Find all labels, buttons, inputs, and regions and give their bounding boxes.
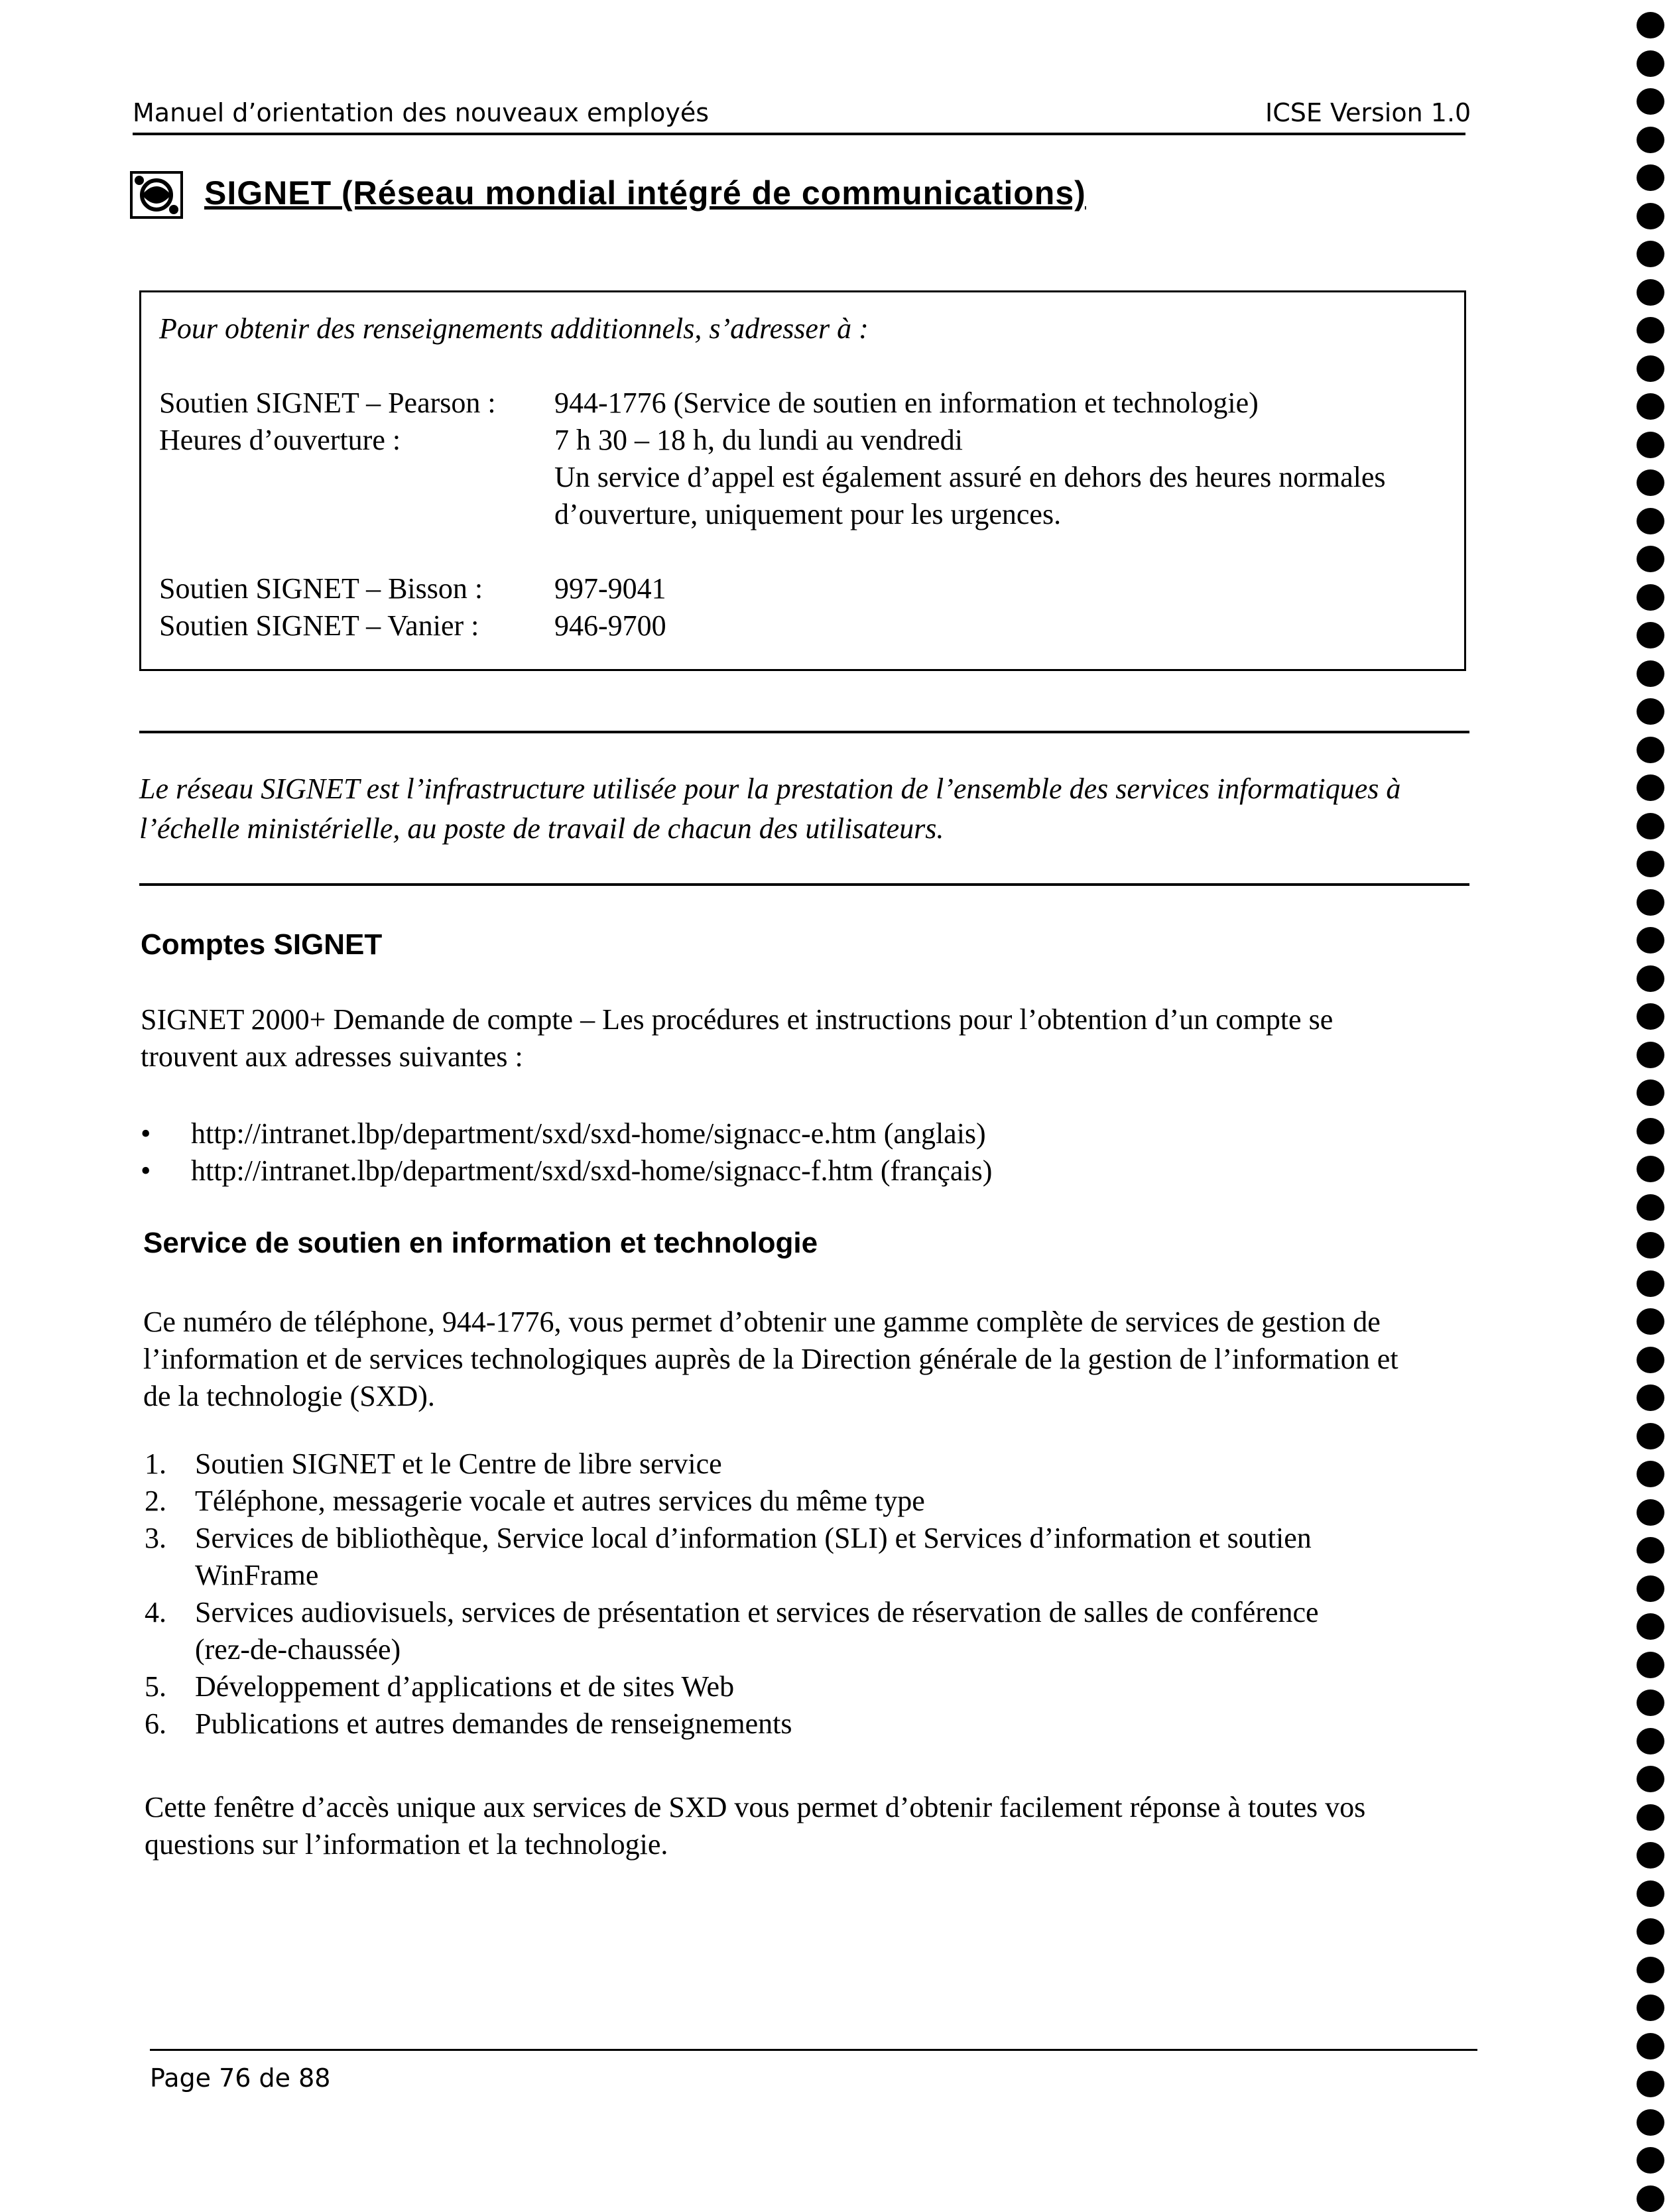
summary-bottom-rule <box>139 883 1469 886</box>
contact-label-vanier: Soutien SIGNET – Vanier : <box>159 609 479 642</box>
binding-hole <box>1637 1499 1664 1526</box>
bullet-icon: • <box>141 1154 151 1187</box>
binding-hole <box>1637 279 1664 306</box>
binding-hole <box>1637 1156 1664 1182</box>
summary-line-1: Le réseau SIGNET est l’infrastructure utilisée pour la prestation de l’ensemble des services informatiques à <box>139 772 1401 805</box>
binding-hole <box>1637 737 1664 763</box>
binding-hole <box>1637 164 1664 191</box>
list-number: 5. <box>145 1670 166 1703</box>
binding-hole <box>1637 1766 1664 1792</box>
footer-page-number: Page 76 de 88 <box>150 2063 331 2093</box>
binding-hole <box>1637 1270 1664 1297</box>
list-item-3-line-1: Services de bibliothèque, Service local d’information (SLI) et Services d’information et soutien <box>195 1522 1312 1554</box>
binding-hole <box>1637 1613 1664 1640</box>
binding-hole <box>1637 1537 1664 1564</box>
binding-hole <box>1637 584 1664 611</box>
binding-hole <box>1637 2033 1664 2059</box>
contact-value-oncall-1: Un service d’appel est également assuré en dehors des heures normales <box>554 461 1386 493</box>
contact-label-pearson: Soutien SIGNET – Pearson : <box>159 387 496 419</box>
section-accounts-heading: Comptes SIGNET <box>141 928 383 961</box>
binding-hole <box>1637 355 1664 382</box>
binding-hole <box>1637 1995 1664 2021</box>
binding-hole <box>1637 965 1664 992</box>
binding-hole <box>1637 1118 1664 1144</box>
list-number: 3. <box>145 1522 166 1554</box>
binding-hole <box>1637 1003 1664 1030</box>
binding-hole <box>1637 2185 1664 2212</box>
footer-rule <box>150 2049 1477 2051</box>
binding-hole <box>1637 698 1664 725</box>
list-item-1: Soutien SIGNET et le Centre de libre service <box>195 1447 722 1480</box>
list-number: 6. <box>145 1707 166 1740</box>
binding-hole <box>1637 2109 1664 2136</box>
section-support-para-1: Ce numéro de téléphone, 944-1776, vous permet d’obtenir une gamme complète de services de gestion de <box>143 1306 1381 1338</box>
list-item-4-line-2: (rez-de-chaussée) <box>195 1633 401 1666</box>
binding-hole <box>1637 1194 1664 1221</box>
binding-hole <box>1637 889 1664 916</box>
binding-hole <box>1637 241 1664 267</box>
binding-hole <box>1637 1461 1664 1487</box>
binding-hole <box>1637 203 1664 229</box>
binding-hole <box>1637 1880 1664 1907</box>
binding-hole <box>1637 317 1664 343</box>
binding-hole <box>1637 1690 1664 1716</box>
contact-value-bisson: 997-9041 <box>554 572 666 605</box>
section-support-closing-2: questions sur l’information et la technologie. <box>145 1828 668 1861</box>
contact-value-hours: 7 h 30 – 18 h, du lundi au vendredi <box>554 424 963 456</box>
binding-hole <box>1637 1232 1664 1259</box>
binding-hole <box>1637 50 1664 77</box>
binding-hole <box>1637 1384 1664 1411</box>
list-number: 2. <box>145 1485 166 1517</box>
contact-label-bisson: Soutien SIGNET – Bisson : <box>159 572 483 605</box>
contact-value-oncall-2: d’ouverture, uniquement pour les urgences. <box>554 498 1062 530</box>
binding-hole <box>1637 508 1664 534</box>
list-number: 1. <box>145 1447 166 1480</box>
section-support-para-2: l’information et de services technologiques auprès de la Direction générale de la gestion de l’information et <box>143 1343 1398 1375</box>
contact-intro: Pour obtenir des renseignements additionnels, s’adresser à : <box>159 312 869 345</box>
binding-hole <box>1637 660 1664 687</box>
section-accounts-para-2: trouvent aux adresses suivantes : <box>141 1040 523 1073</box>
summary-top-rule <box>139 731 1469 733</box>
binding-hole <box>1637 2147 1664 2174</box>
binding-hole <box>1637 1347 1664 1373</box>
binding-hole <box>1637 127 1664 153</box>
binding-hole <box>1637 393 1664 420</box>
header-version: ICSE Version 1.0 <box>1265 98 1471 127</box>
binding-hole <box>1637 813 1664 839</box>
header-rule <box>133 133 1465 135</box>
list-item-3-line-2: WinFrame <box>195 1559 319 1591</box>
binding-hole <box>1637 851 1664 877</box>
binding-hole <box>1637 1652 1664 1678</box>
contact-value-pearson: 944-1776 (Service de soutien en information et technologie) <box>554 387 1259 419</box>
header-title: Manuel d’orientation des nouveaux employés <box>133 98 709 127</box>
binding-hole <box>1637 1728 1664 1754</box>
section-support-para-3: de la technologie (SXD). <box>143 1380 435 1412</box>
binding-hole <box>1637 1575 1664 1602</box>
list-item-6: Publications et autres demandes de renseignements <box>195 1707 792 1740</box>
binding-hole <box>1637 1842 1664 1869</box>
list-item-4-line-1: Services audiovisuels, services de présentation et services de réservation de salles de conférence <box>195 1596 1319 1628</box>
binding-hole <box>1637 774 1664 801</box>
binding-hole <box>1637 622 1664 648</box>
binding-hole <box>1637 546 1664 572</box>
binding-hole <box>1637 1423 1664 1449</box>
network-globe-icon <box>130 171 183 219</box>
binding-hole <box>1637 12 1664 38</box>
list-item-2: Téléphone, messagerie vocale et autres services du même type <box>195 1485 925 1517</box>
binding-hole <box>1637 1918 1664 1945</box>
binding-hole <box>1637 1079 1664 1106</box>
contact-value-vanier: 946-9700 <box>554 609 666 642</box>
binding-hole <box>1637 432 1664 458</box>
link-french[interactable]: http://intranet.lbp/department/sxd/sxd-home/signacc-f.htm (français) <box>191 1154 993 1187</box>
binding-hole <box>1637 1042 1664 1068</box>
binding-hole <box>1637 2071 1664 2097</box>
list-item-5: Développement d’applications et de sites Web <box>195 1670 735 1703</box>
binding-hole <box>1637 1804 1664 1831</box>
binding-hole <box>1637 469 1664 496</box>
link-english[interactable]: http://intranet.lbp/department/sxd/sxd-home/signacc-e.htm (anglais) <box>191 1117 986 1150</box>
page-title: SIGNET (Réseau mondial intégré de communications) <box>204 174 1086 212</box>
section-accounts-para-1: SIGNET 2000+ Demande de compte – Les procédures et instructions pour l’obtention d’un compte se <box>141 1003 1334 1036</box>
contact-label-hours: Heures d’ouverture : <box>159 424 401 456</box>
binding-hole <box>1637 927 1664 953</box>
section-support-heading: Service de soutien en information et technologie <box>143 1227 818 1259</box>
section-support-closing-1: Cette fenêtre d’accès unique aux services de SXD vous permet d’obtenir facilement réponse à toutes vos <box>145 1791 1366 1823</box>
binding-hole <box>1637 1957 1664 1983</box>
summary-line-2: l’échelle ministérielle, au poste de travail de chacun des utilisateurs. <box>139 812 944 845</box>
binding-hole <box>1637 88 1664 115</box>
list-number: 4. <box>145 1596 166 1628</box>
binding-hole <box>1637 1308 1664 1335</box>
bullet-icon: • <box>141 1117 151 1150</box>
